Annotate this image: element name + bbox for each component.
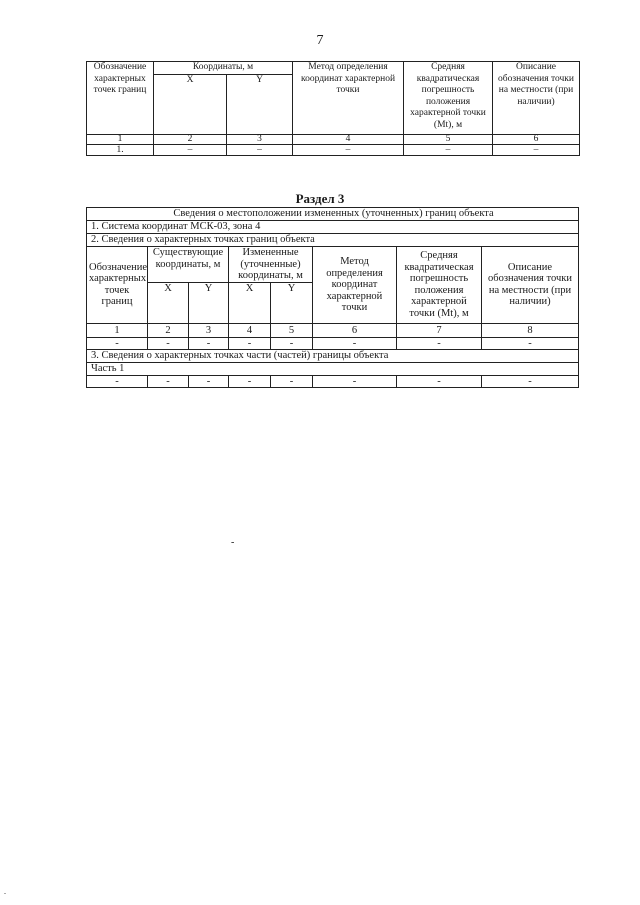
table-row [87,337,579,349]
col-number: 6 [313,323,397,337]
section-title: Раздел 3 [295,191,345,206]
header-y: Y [271,282,313,323]
cell: - [189,375,229,387]
col-number: 2 [154,134,227,144]
cell: - [229,337,271,349]
cell: - [482,337,579,349]
column-number-row [87,323,579,337]
cell: – [404,144,493,155]
cell: – [227,144,293,155]
col-number: 3 [189,323,229,337]
cell: - [271,375,313,387]
col-number: 7 [397,323,482,337]
header-method: Метод определения координат характерной точки [293,62,404,135]
header-x: X [229,282,271,323]
col-number: 5 [271,323,313,337]
header-y: Y [227,74,293,134]
col-number: 5 [404,134,493,144]
col-number: 1 [87,323,148,337]
header-method: Метод определения координат характерной точки [313,247,397,324]
header-designation: Обозначение характерных точек границ [87,62,154,135]
col-number: 3 [227,134,293,144]
column-number-row [87,134,580,144]
cell: 1. [87,144,154,155]
col-number: 4 [229,323,271,337]
cell: – [293,144,404,155]
col-number: 8 [482,323,579,337]
cell: – [493,144,580,155]
table-title: Сведения о местоположении измененных (уточненных) границ объекта [87,208,579,221]
table-row [87,144,580,155]
col-number: 2 [148,323,189,337]
cell: - [313,375,397,387]
header-description: Описание обозначения точки на местности (при наличии) [493,62,580,135]
cell: - [189,337,229,349]
cell: - [482,375,579,387]
cell: - [87,375,148,387]
col-number: 6 [493,134,580,144]
cell: - [397,375,482,387]
cell: - [87,337,148,349]
page-number: 7 [316,33,324,48]
boundary-table [86,207,579,388]
table-row [87,375,579,387]
header-y: Y [189,282,229,323]
cell: - [397,337,482,349]
col-number: 4 [293,134,404,144]
cell: - [229,375,271,387]
coordinates-table [86,61,580,156]
col-number: 1 [87,134,154,144]
header-description: Описание обозначения точки на местности (при наличии) [482,247,579,324]
parts-info-heading: 3. Сведения о характерных точках части (частей) границы объекта [87,349,579,362]
header-designation: Обозначение характерных точек границ [87,247,148,324]
cell: - [313,337,397,349]
header-existing-coordinates: Существующие координаты, м [148,247,229,283]
header-error: Средняя квадратическая погрешность положения характерной точки (Mt), м [397,247,482,324]
part-label: Часть 1 [87,362,579,375]
corner-mark: . [4,887,6,896]
stray-mark: - [231,537,235,548]
header-coordinates: Координаты, м [154,62,293,75]
header-changed-coordinates: Измененные (уточненные) координаты, м [229,247,313,283]
coordinate-system: 1. Система координат МСК-03, зона 4 [87,221,579,234]
header-x: X [154,74,227,134]
cell: - [271,337,313,349]
cell: – [154,144,227,155]
points-info-heading: 2. Сведения о характерных точках границ объекта [87,234,579,247]
header-error: Средняя квадратическая погрешность положения характерной точки (Mt), м [404,62,493,135]
cell: - [148,375,189,387]
header-x: X [148,282,189,323]
cell: - [148,337,189,349]
